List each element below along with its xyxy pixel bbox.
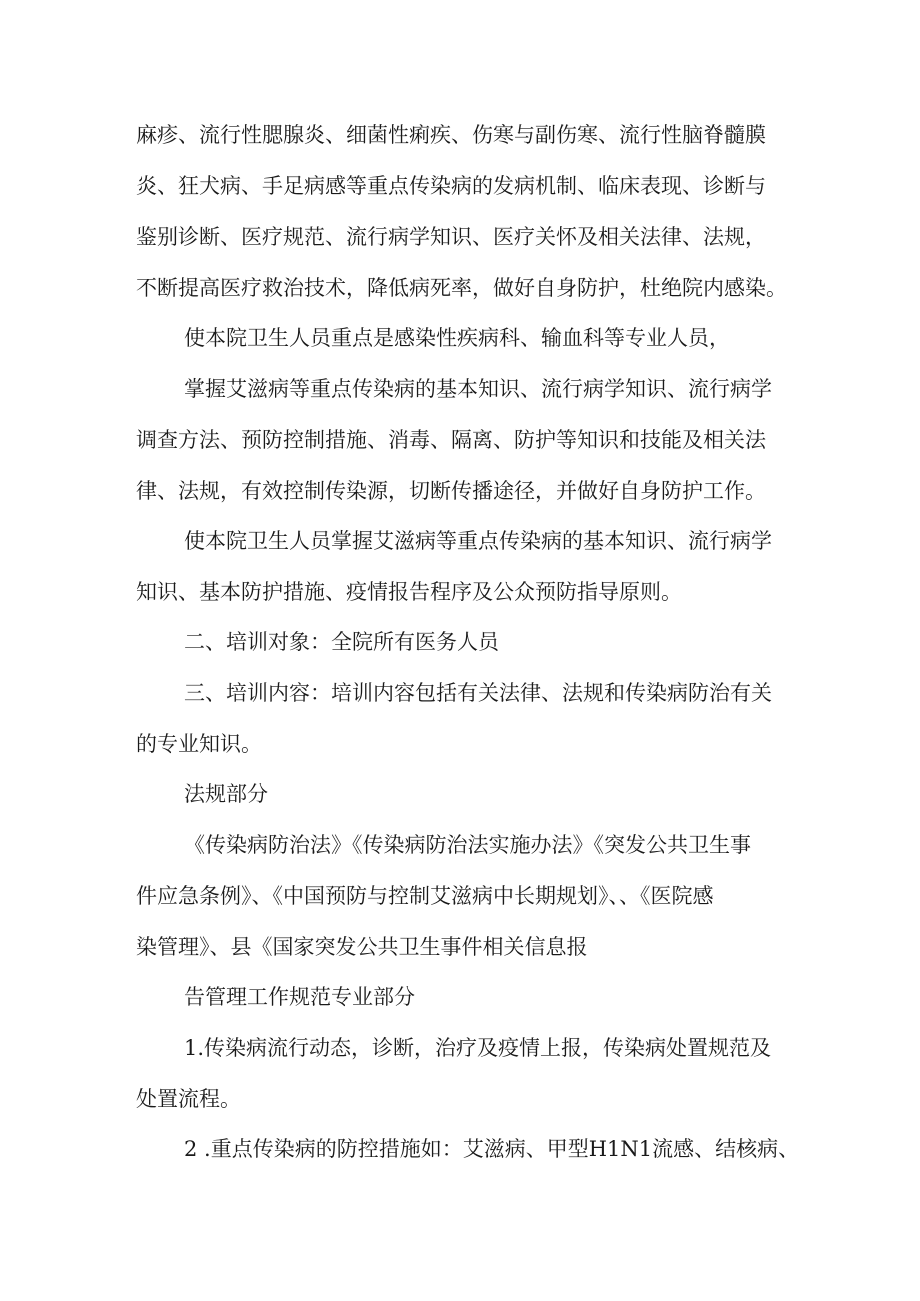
paragraph-master-knowledge [136, 364, 816, 517]
text-line: 炎、狂犬病、手足病感等重点传染病的发病机制、临床表现、诊断与 [136, 174, 766, 198]
text-line: 法规部分 [184, 782, 268, 806]
text-line: 律、法规，有效控制传染源，切断传播途径，并做好自身防护工作。 [136, 479, 766, 503]
text-line: 使本院卫生人员重点是感染性疾病科、输血科等专业人员， [184, 326, 730, 350]
text-line: 知识、基本防护措施、疫情报告程序及公众预防指导原则。 [136, 580, 682, 604]
text-line: 染管理》、县《国家突发公共卫生事件相关信息报 [136, 935, 588, 959]
text-line: 处置流程。 [136, 1087, 241, 1111]
section-training-content [136, 668, 816, 770]
text-line: 2 .重点传染病的防控措施如：艾滋病、甲型H1N1流感、结核病、 [184, 1137, 800, 1161]
paragraph-regulation-list [136, 820, 816, 973]
text-line: 的专业知识。 [136, 732, 262, 756]
text-line: 《传染病防治法》《传染病防治法实施办法》《突发公共卫生事 [184, 833, 751, 857]
paragraph-report-management [136, 972, 816, 1023]
text-line: 三、培训内容：培训内容包括有关法律、法规和传染病防治有关 [184, 681, 772, 705]
text-line: 麻疹、流行性腮腺炎、细菌性痢疾、伤寒与副伤寒、流行性脑脊髓膜 [136, 123, 766, 147]
text-line: 调查方法、预防控制措施、消毒、隔离、防护等知识和技能及相关法 [136, 428, 766, 452]
text-line: 不断提高医疗救治技术，降低病死率，做好自身防护，杜绝院内感染。 [136, 276, 787, 300]
text-line: 1.传染病流行动态，诊断，治疗及疫情上报，传染病处置规范及 [184, 1036, 772, 1060]
list-item-2 [136, 1124, 816, 1175]
text-line: 鉴别诊断、医疗规范、流行病学知识、医疗关怀及相关法律、法规， [136, 225, 766, 249]
section-training-targets [136, 617, 816, 668]
text-line: 告管理工作规范专业部分 [184, 985, 415, 1009]
list-item-1 [136, 1023, 816, 1125]
text-line: 件应急条例》、《中国预防与控制艾滋病中长期规划》、、《医院感 [136, 884, 714, 908]
subsection-regulations [136, 769, 816, 820]
text-line: 二、培训对象：全院所有医务人员 [184, 630, 499, 654]
paragraph-all-staff-knowledge [136, 516, 816, 618]
paragraph-key-personnel [136, 313, 816, 364]
paragraph-disease-mechanisms [136, 110, 816, 314]
text-line: 使本院卫生人员掌握艾滋病等重点传染病的基本知识、流行病学 [184, 529, 772, 553]
text-line: 掌握艾滋病等重点传染病的基本知识、流行病学知识、流行病学 [184, 377, 772, 401]
